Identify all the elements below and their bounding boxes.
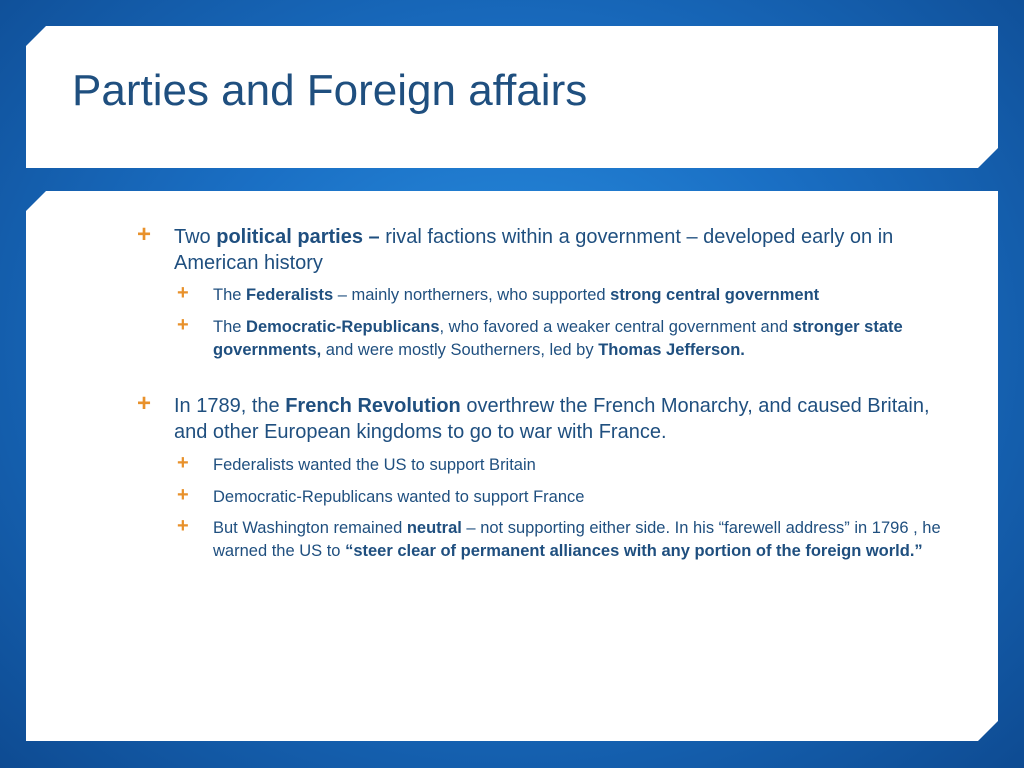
bullet-text xyxy=(213,316,963,361)
text-run: The xyxy=(213,286,247,304)
text-run: But Washington remained xyxy=(213,519,407,537)
text-run: and were mostly Southerners, led by xyxy=(321,340,599,359)
bullet-text xyxy=(213,517,963,562)
plus-bullet-icon: + xyxy=(137,390,152,417)
text-run: Two xyxy=(174,226,217,248)
plus-bullet-icon: + xyxy=(137,221,152,248)
bullet-text xyxy=(174,224,964,276)
plus-bullet-icon: + xyxy=(177,515,189,537)
bold-run: Thomas Jefferson. xyxy=(598,340,745,359)
bullet-text xyxy=(174,393,964,445)
bold-run: “steer clear of permanent alliances with any portion of the foreign world.” xyxy=(345,541,923,560)
bold-run: neutral xyxy=(406,519,462,537)
plus-bullet-icon: + xyxy=(177,484,189,506)
plus-bullet-icon: + xyxy=(177,452,189,474)
text-run: – not supporting either side. In his “farewell address” in 1796 , he warned the US to xyxy=(213,519,941,560)
bold-run: Federalists xyxy=(246,286,334,304)
bold-run: French Revolution xyxy=(285,395,461,417)
text-run: In 1789, the xyxy=(174,395,286,417)
text-run: , who favored a weaker central government and xyxy=(439,318,793,336)
bullet-text xyxy=(213,284,963,307)
bullet-text: Democratic-Republicans wanted to support France xyxy=(213,488,585,506)
bold-run: stronger state governments, xyxy=(213,318,903,359)
text-run: The xyxy=(213,318,247,336)
bold-run: Democratic-Republicans xyxy=(246,318,440,336)
text-run: rival factions within a government – developed early on in American history xyxy=(174,226,894,274)
text-run: overthrew the French Monarchy, and caused Britain, and other European kingdoms to go to war with France. xyxy=(174,395,930,443)
bold-run: strong central government xyxy=(610,286,820,304)
slide-title: Parties and Foreign affairs xyxy=(72,66,588,115)
plus-bullet-icon: + xyxy=(177,314,189,336)
text-run: – mainly northerners, who supported xyxy=(333,286,611,304)
plus-bullet-icon: + xyxy=(177,282,189,304)
bold-run: political parties – xyxy=(216,226,380,248)
bullet-text: Federalists wanted the US to support Britain xyxy=(213,456,536,474)
